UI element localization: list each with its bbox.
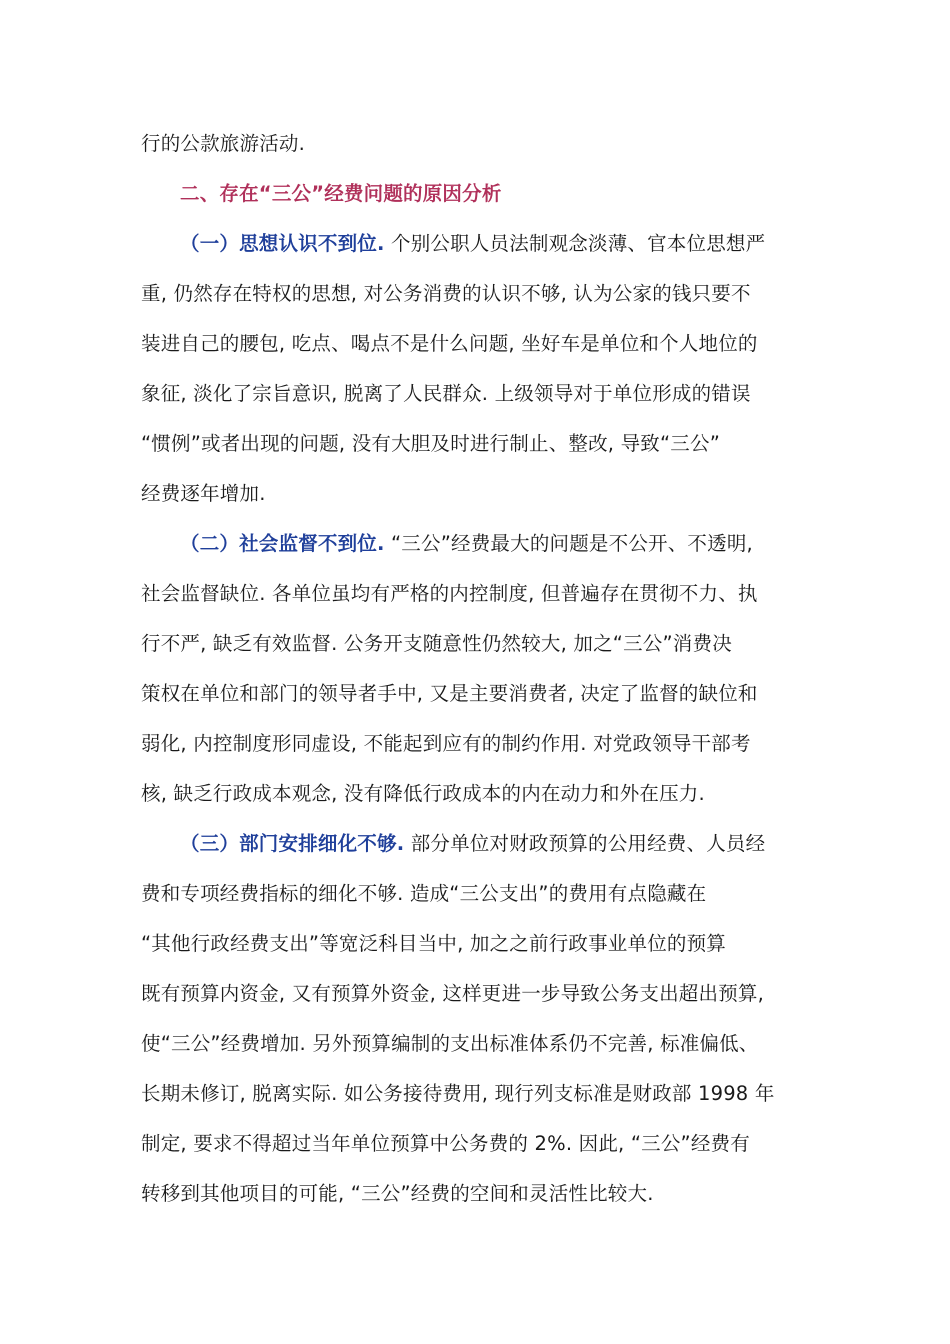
text-line: 象征, 淡化了宗旨意识, 脱离了人民群众. 上级领导对于单位形成的错误 <box>141 382 751 405</box>
paragraph-first-line <box>141 822 813 872</box>
paragraph-text: 个别公职人员法制观念淡薄、官本位思想严 <box>384 232 766 255</box>
subsection-label: （二）社会监督不到位. <box>180 532 385 555</box>
text-line: 制定, 要求不得超过当年单位预算中公务费的 2%. 因此, “三公”经费有 <box>141 1132 750 1155</box>
text-line: 费和专项经费指标的细化不够. 造成“三公支出”的费用有点隐藏在 <box>141 882 707 905</box>
text-line: 使“三公”经费增加. 另外预算编制的支出标准体系仍不完善, 标准偏低、 <box>141 1032 759 1055</box>
text-line: 转移到其他项目的可能, “三公”经费的空间和灵活性比较大. <box>141 1182 654 1205</box>
text-line: 行的公款旅游活动. <box>141 132 305 155</box>
paragraph-text: 部分单位对财政预算的公用经费、人员经 <box>404 832 766 855</box>
text-line: 社会监督缺位. 各单位虽均有严格的内控制度, 但普遍存在贯彻不力、执 <box>141 582 758 605</box>
subsection-label: （一）思想认识不到位. <box>180 232 385 255</box>
text-line: 经费逐年增加. <box>141 482 266 505</box>
text-line: 装进自己的腰包, 吃点、喝点不是什么问题, 坐好车是单位和个人地位的 <box>141 332 758 355</box>
text-line: 重, 仍然存在特权的思想, 对公务消费的认识不够, 认为公家的钱只要不 <box>141 282 751 305</box>
section-heading: 二、存在“三公”经费问题的原因分析 <box>180 182 502 205</box>
text-line: 核, 缺乏行政成本观念, 没有降低行政成本的内在动力和外在压力. <box>141 782 705 805</box>
body-text <box>141 122 813 1222</box>
paragraph-text: “三公”经费最大的问题是不公开、不透明, <box>384 532 753 555</box>
text-line: 既有预算内资金, 又有预算外资金, 这样更进一步导致公务支出超出预算, <box>141 982 764 1005</box>
text-line: 策权在单位和部门的领导者手中, 又是主要消费者, 决定了监督的缺位和 <box>141 682 758 705</box>
paragraph-first-line <box>141 522 813 572</box>
text-line: “惯例”或者出现的问题, 没有大胆及时进行制止、整改, 导致“三公” <box>141 432 721 455</box>
text-line: 弱化, 内控制度形同虚设, 不能起到应有的制约作用. 对党政领导干部考 <box>141 732 751 755</box>
paragraph-first-line <box>141 222 813 272</box>
text-line: 行不严, 缺乏有效监督. 公务开支随意性仍然较大, 加之“三公”消费决 <box>141 632 732 655</box>
subsection-label: （三）部门安排细化不够. <box>180 832 405 855</box>
text-line: “其他行政经费支出”等宽泛科目当中, 加之之前行政事业单位的预算 <box>141 932 727 955</box>
text-line: 长期未修订, 脱离实际. 如公务接待费用, 现行列支标准是财政部 1998 年 <box>141 1082 775 1105</box>
